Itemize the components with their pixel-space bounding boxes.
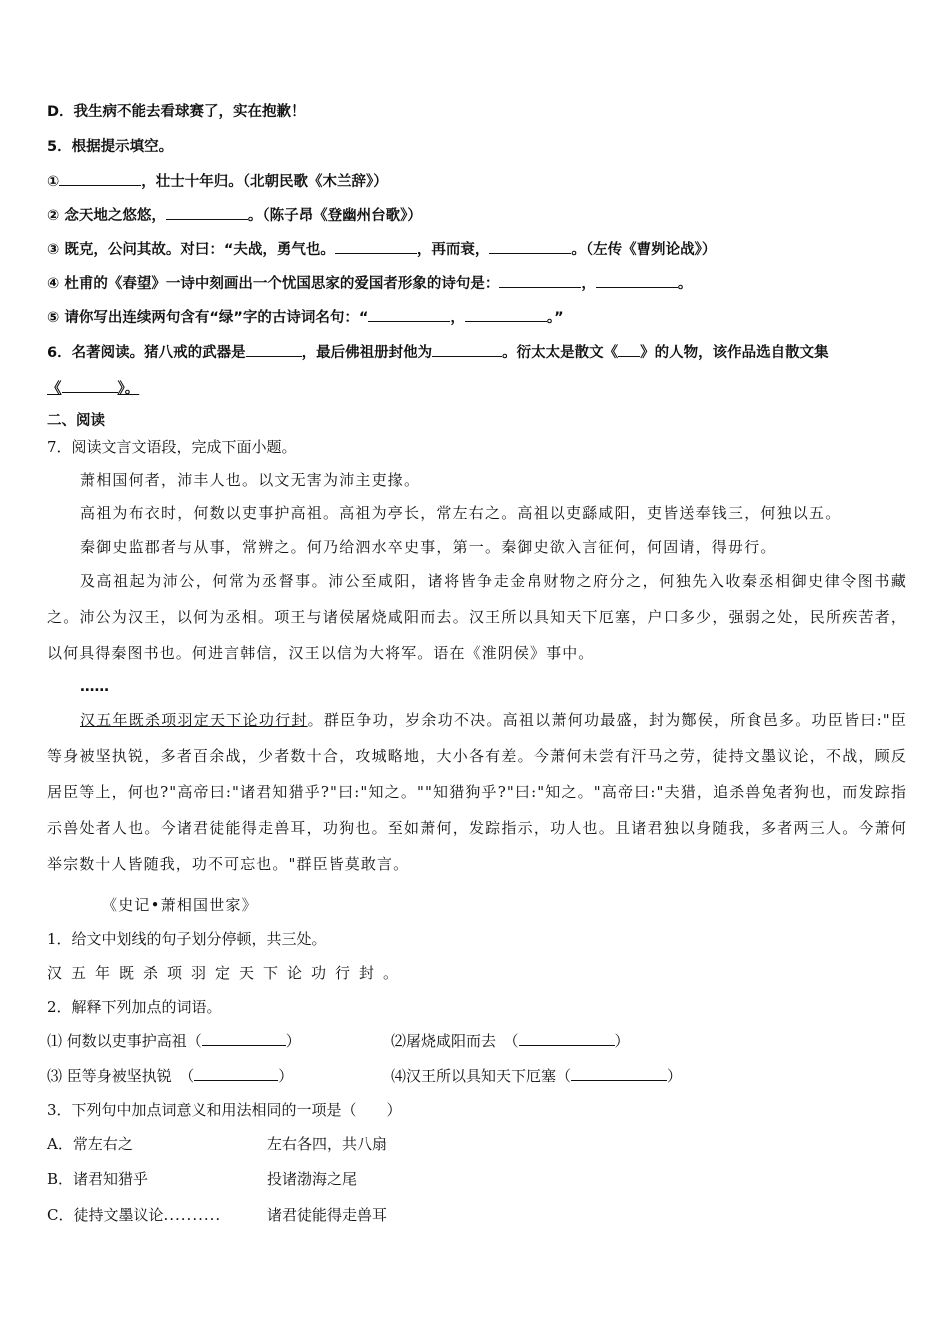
q4-option-d: D．我生病不能去看球赛了，实在抱歉！ <box>47 104 306 120</box>
word-item-2: ⑵屠烧咸阳而去 （ ） <box>391 1032 630 1050</box>
fill-blank[interactable] <box>59 170 141 186</box>
q6-line-1: 6．名著阅读。猪八戒的武器是 ，最后佛祖册封他为 。衍太太是散文《 》的人物，该作品选自散文集 <box>47 341 829 363</box>
q7-title: 7．阅读文言文语段，完成下面小题。 <box>47 438 297 456</box>
underlined-sentence: 汉五年既杀项羽定天下论功行封 <box>80 711 308 729</box>
fill-blank[interactable] <box>335 238 417 254</box>
fill-blank[interactable] <box>596 272 678 288</box>
fill-blank[interactable] <box>618 341 640 357</box>
fill-blank[interactable] <box>202 1030 286 1046</box>
passage-paragraph-4: 及高祖起为沛公，何常为丞督事。沛公至咸阳，诸将皆争走金帛财物之府分之，何独先入收秦丞相御史律令图书藏之。沛公为汉王，以何为丞相。项王与诸侯屠烧咸阳而去。汉王所以具知天下厄塞，户口多少，强弱之处，民所疾苦者，以何具得秦图书也。何进言韩信，汉王以信为大将军。语在《淮阴侯》事中。 <box>47 572 907 662</box>
fill-blank[interactable] <box>432 341 502 357</box>
word-item-4: ⑷汉王所以具知天下厄塞（ ） <box>391 1067 683 1085</box>
fill-blank[interactable] <box>519 1030 615 1046</box>
passage-paragraph-5: 汉五年既杀项羽定天下论功行封。群臣争功，岁余功不决。高祖以萧何功最盛，封为酂侯，所食邑多。功臣皆曰:"臣等身被坚执锐，多者百余战，少者数十合，攻城略地，大小各有差。今萧何未尝有汗马之劳，徒持文墨议论，不战，顾反居臣等上，何也?"高帝曰:"诸君知猎乎?"曰:"知之。""知猎狗乎?"曰:"知之。"高帝曰:"夫猎，追杀兽兔者狗也，而发踪指示兽处者人也。今诸君徒能得走兽耳，功狗也。至如萧何，发踪指示，功人也。且诸君独以身随我，多者两三人。今萧何举宗数十人皆随我，功不可忘也。"群臣皆莫敢言。 <box>47 711 907 873</box>
q5-line-5: ⑤ 请你写出连续两句含有“绿”字的古诗词名句：“ ， 。” <box>47 306 564 328</box>
fill-blank[interactable] <box>465 306 547 322</box>
option-a-left[interactable]: A．常左右之 <box>47 1135 133 1153</box>
fill-blank[interactable] <box>246 341 302 357</box>
sub-question-1: 1．给文中划线的句子划分停顿，共三处。 <box>47 930 327 948</box>
q5-line-2: ② 念天地之悠悠， 。（陈子昂《登幽州台歌》） <box>47 204 422 226</box>
fill-blank[interactable] <box>499 272 581 288</box>
fill-blank[interactable] <box>368 306 450 322</box>
q5-line-3: ③ 既克，公问其故。对曰：“夫战，勇气也。 ，再而衰， 。（左传《曹刿论战》） <box>47 238 716 260</box>
fill-blank[interactable] <box>571 1065 667 1081</box>
option-b-left[interactable]: B．诸君知猎乎 <box>47 1170 149 1188</box>
passage-paragraph-2: 高祖为布衣时，何数以吏事护高祖。高祖为亭长，常左右之。高祖以吏繇咸阳，吏皆送奉钱三，何独以五。 <box>80 504 842 522</box>
emphasis-dots: .......... <box>163 1206 222 1224</box>
q5-line-1: ① ，壮士十年归。（北朝民歌《木兰辞》） <box>47 170 388 192</box>
passage-ellipsis: …… <box>80 679 109 695</box>
q5-line-4: ④ 杜甫的《春望》一诗中刻画出一个忧国思家的爱国者形象的诗句是： ， 。 <box>47 272 692 294</box>
option-c-left[interactable]: C．徒持文墨议论.......... <box>47 1206 222 1224</box>
fill-blank[interactable] <box>62 377 118 393</box>
sub-question-3: 3．下列句中加点词意义和用法相同的一项是（ ） <box>47 1101 402 1119</box>
section-heading: 二、阅读 <box>47 413 105 429</box>
word-item-3: ⑶ 臣等身被坚执锐 （ ） <box>47 1067 294 1085</box>
q5-title: 5．根据提示填空。 <box>47 139 174 155</box>
fill-blank[interactable] <box>194 1065 278 1081</box>
option-b-right: 投诸渤海之尾 <box>267 1170 358 1188</box>
sub-question-2: 2．解释下列加点的词语。 <box>47 998 222 1016</box>
fill-blank[interactable] <box>489 238 571 254</box>
option-a-right: 左右各四，共八扇 <box>267 1135 388 1153</box>
sub-question-1-sentence: 汉五年既杀项羽定天下论功行封。 <box>47 964 408 982</box>
word-item-1: ⑴ 何数以吏事护高祖（ ） <box>47 1032 301 1050</box>
q6-line-2: 《 》。 <box>47 377 139 399</box>
passage-paragraph-1: 萧相国何者，沛丰人也。以文无害为沛主吏掾。 <box>80 471 421 489</box>
option-c-right: 诸君徒能得走兽耳 <box>267 1206 388 1224</box>
fill-blank[interactable] <box>166 204 248 220</box>
passage-paragraph-3: 秦御史监郡者与从事，常辨之。何乃给泗水卒史事，第一。秦御史欲入言征何，何固请，得毋行。 <box>80 538 777 556</box>
passage-source: 《史记•萧相国世家》 <box>102 896 258 914</box>
